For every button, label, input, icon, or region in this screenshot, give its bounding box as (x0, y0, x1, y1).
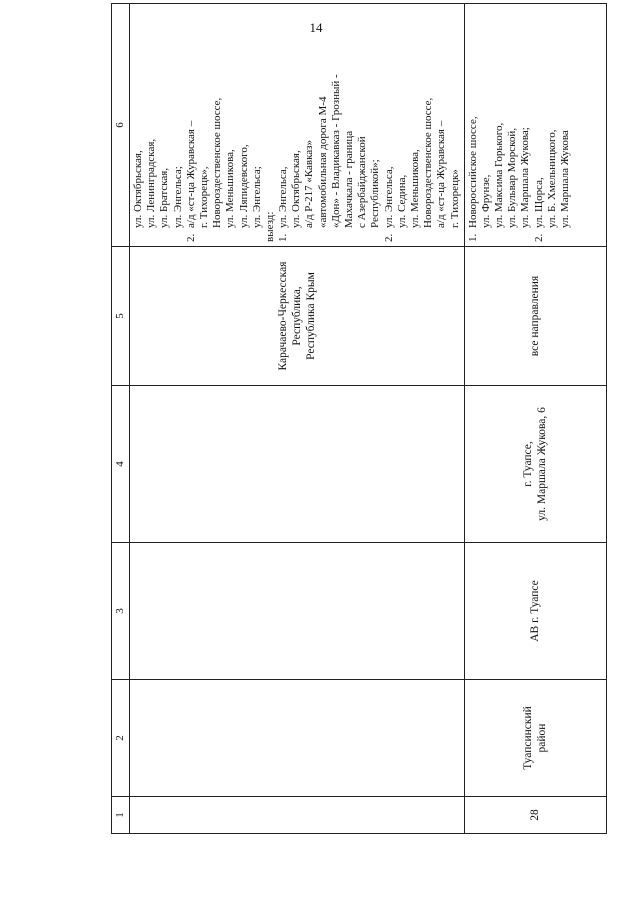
route-line (435, 8, 448, 242)
route-item-text: ул. Б. Хмельницкого, (545, 129, 558, 228)
route-item-text: ул. Маршала Жукова; (519, 127, 532, 228)
route-item-text: ул. Ляпидевского, (237, 144, 250, 228)
route-item-text: ул. Братская, (158, 167, 171, 228)
route-item-text: ул. Фрунзе, (479, 174, 492, 228)
route-line (132, 8, 145, 242)
route-line (303, 8, 316, 242)
route-item-number: 2. (184, 233, 197, 242)
row-a-col-1 (130, 797, 465, 834)
route-line (172, 8, 185, 242)
route-line (449, 8, 462, 242)
route-line (546, 8, 559, 242)
route-line (145, 8, 158, 242)
route-item-text: Новороссийское шоссе, (466, 116, 479, 228)
route-line (238, 8, 251, 242)
route-line (264, 8, 277, 242)
route-item-text: а/д «ст-ца Журавская – (184, 120, 197, 228)
route-line (185, 8, 198, 242)
route-item-text: ул. Меньшикова, (408, 149, 421, 228)
route-item-text: Новороздественское шоссе, (422, 97, 435, 228)
route-line (519, 8, 532, 242)
header-col-4: 4 (112, 386, 130, 543)
route-item-text: ул. Седина, (395, 174, 408, 228)
route-item-text: ул. Энгельса, (277, 166, 290, 228)
header-col-3: 3 (112, 543, 130, 680)
header-col-6: 6 (112, 4, 130, 247)
route-item-text: ул. Энгельса; (171, 166, 184, 228)
route-item-text: ул. Энгельса, (382, 166, 395, 228)
route-line (211, 8, 224, 242)
address-line: ул. Маршала Жукова, 6 (536, 407, 549, 521)
route-item-text: ул. Маршала Жукова (559, 130, 571, 228)
route-line (356, 8, 369, 242)
direction-line: Республика Крым (304, 272, 317, 360)
route-item-text: ул. Энгельса; (250, 166, 263, 228)
row-a-col-2 (130, 680, 465, 797)
district-name (464, 680, 606, 797)
route-item-text: ул. Ленинградская, (145, 138, 158, 228)
route-line (493, 8, 506, 242)
route-item-number: 1. (466, 233, 479, 242)
route-item-number: 2. (382, 233, 395, 242)
route-item-text: ул. Максима Горького, (493, 122, 506, 228)
row-number: 28 (464, 797, 606, 834)
route-item-text: а/д «ст-ца Журавская – (435, 120, 448, 228)
route-item-text: ул. Октябрьская, (132, 150, 144, 228)
station-name: АВ г. Туапсе (464, 543, 606, 680)
route-line (369, 8, 382, 242)
route-line (251, 8, 264, 242)
route-line (467, 8, 480, 242)
route-line (343, 8, 356, 242)
row-a-route (130, 4, 465, 247)
route-line (396, 8, 409, 242)
district-line: Туапсинский (522, 706, 535, 770)
route-item-text: ул. Октябрьская, (290, 150, 303, 228)
route-item-text: г. Тихорецк», (197, 166, 210, 228)
route-item-text: «автомобильная дорога М-4 (316, 96, 329, 228)
row-a-direction (130, 247, 465, 386)
route-line (506, 8, 519, 242)
route-item-text: Новороздественское шоссе, (211, 97, 224, 228)
table-row (130, 4, 465, 834)
route-item-text: Республикой»; (369, 159, 382, 228)
route-line (480, 8, 493, 242)
header-col-5: 5 (112, 247, 130, 386)
route-line (290, 8, 303, 242)
direction-line: Республика, (290, 286, 303, 346)
route-line (224, 8, 237, 242)
route-item-number: 1. (277, 233, 290, 242)
routes-table (111, 3, 607, 834)
route-item-text: а/д Р-217 «Кавказ» (303, 140, 316, 228)
route-item-text: «Дон» - Владикавказ - Грозный - (329, 74, 342, 228)
rotated-table-container (111, 46, 607, 834)
route-line (559, 8, 572, 242)
row-a-col-3 (130, 543, 465, 680)
route-line (158, 8, 171, 242)
header-row (112, 4, 130, 834)
address-line: г. Туапсе, (522, 441, 535, 487)
route-item-text: ул. Щорса, (532, 177, 545, 228)
route-line (422, 8, 435, 242)
header-col-1: 1 (112, 797, 130, 834)
route-line (533, 8, 546, 242)
route-item-text: выезд: (263, 211, 276, 242)
route-line (383, 8, 396, 242)
page-number: 14 (309, 20, 323, 35)
row-a-col-4 (130, 386, 465, 543)
route-line (330, 8, 343, 242)
route-line (317, 8, 330, 242)
directions: все направления (464, 247, 606, 386)
station-address (464, 386, 606, 543)
route-item-text: Махачкала - граница (343, 130, 355, 228)
route-item-text: г. Тихорецк» (448, 169, 461, 228)
route-item-text: ул. Бульвар Морской, (506, 127, 519, 228)
route-line (198, 8, 211, 242)
route-item-number: 2. (532, 233, 545, 242)
route-item-text: ул. Меньшикова, (224, 149, 237, 228)
row-b-route (464, 4, 606, 247)
route-item-text: с Азербайджанской (356, 136, 369, 228)
table-row (464, 4, 606, 834)
direction-line: Карачаево-Черкесская (276, 261, 289, 371)
route-line (409, 8, 422, 242)
header-col-2: 2 (112, 680, 130, 797)
district-line: район (536, 723, 549, 753)
route-line (277, 8, 290, 242)
